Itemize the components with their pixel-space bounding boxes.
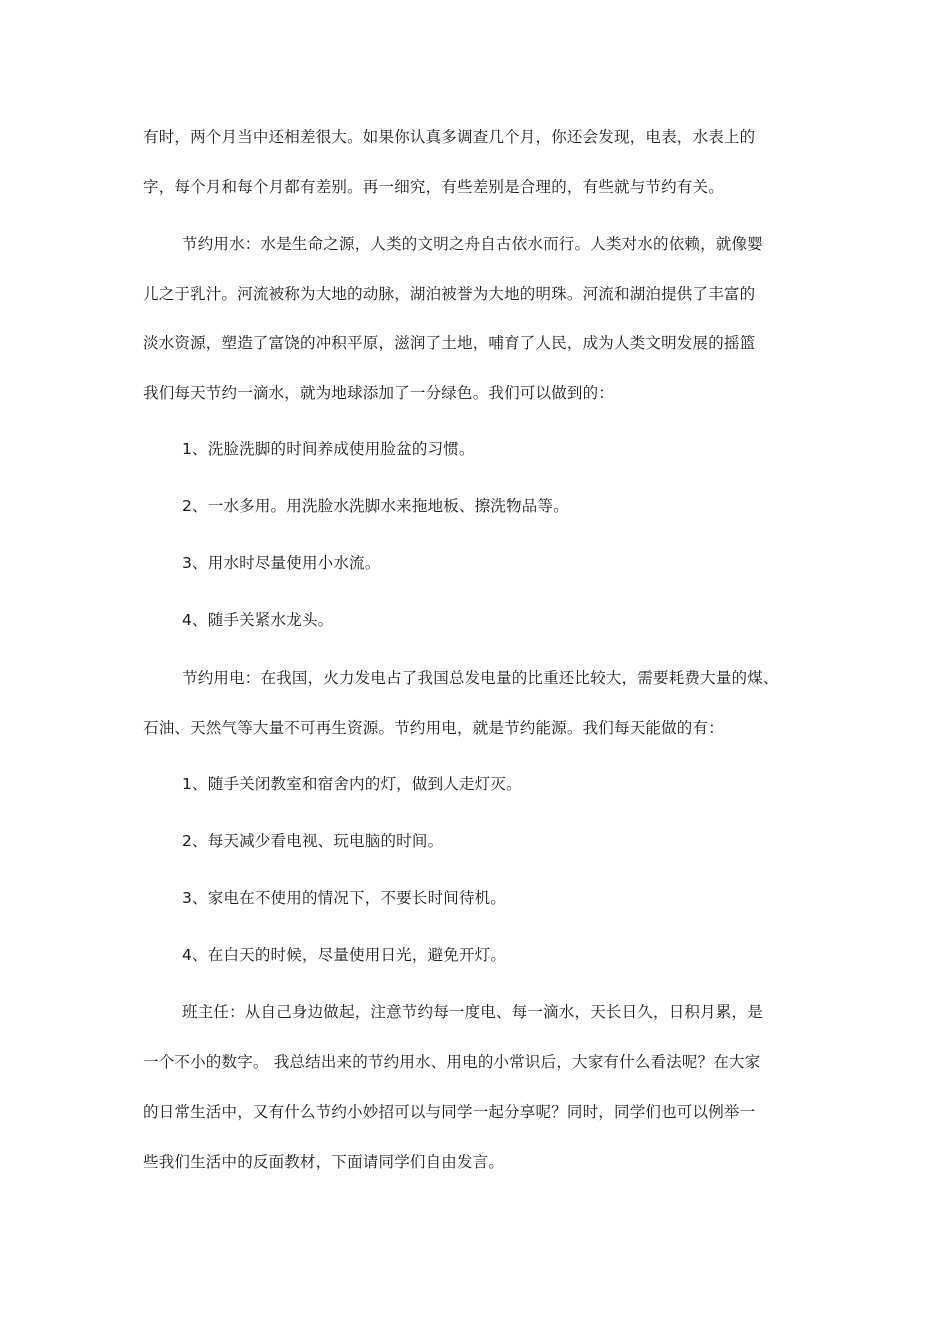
list-item: 2、一水多用。用洗脸水洗脚水来拖地板、擦洗物品等。	[182, 497, 569, 515]
text-line: 石油、天然气等大量不可再生资源。节约用电，就是节约能源。我们每天能做的有：	[143, 719, 724, 737]
text-line: 儿之于乳汁。河流被称为大地的动脉，湖泊被誉为大地的明珠。河流和湖泊提供了丰富的	[143, 285, 756, 303]
list-item: 4、在白天的时候，尽量使用日光，避免开灯。	[182, 946, 507, 964]
list-item: 2、每天减少看电视、玩电脑的时间。	[182, 832, 444, 850]
text-line: 有时，两个月当中还相差很大。如果你认真多调查几个月，你还会发现，电表，水表上的	[143, 128, 756, 146]
list-item: 1、洗脸洗脚的时间养成使用脸盆的习惯。	[182, 440, 475, 458]
text-line: 一个不小的数字。 我总结出来的节约用水、用电的小常识后，大家有什么看法呢？在大家	[143, 1053, 761, 1071]
text-line: 些我们生活中的反面教材，下面请同学们自由发言。	[143, 1153, 505, 1171]
paragraph-water-start: 节约用水：水是生命之源，人类的文明之舟自古依水而行。人类对水的依赖，就像婴	[182, 235, 763, 253]
list-item: 1、随手关闭教室和宿舍内的灯，做到人走灯灭。	[182, 775, 522, 793]
list-item: 3、家电在不使用的情况下，不要长时间待机。	[182, 889, 507, 907]
paragraph-teacher-start: 班主任：从自己身边做起，注意节约每一度电、每一滴水，天长日久，日积月累，是	[182, 1003, 763, 1021]
paragraph-electricity-start: 节约用电：在我国，火力发电占了我国总发电量的比重还比较大，需要耗费大量的煤、	[182, 669, 779, 687]
text-line: 淡水资源，塑造了富饶的冲积平原，滋润了土地，哺育了人民，成为人类文明发展的摇篮	[143, 334, 756, 352]
list-item: 3、用水时尽量使用小水流。	[182, 554, 381, 572]
list-item: 4、随手关紧水龙头。	[182, 611, 334, 629]
text-line: 的日常生活中，又有什么节约小妙招可以与同学一起分享呢？同时，同学们也可以例举一	[143, 1103, 756, 1121]
text-line: 我们每天节约一滴水，就为地球添加了一分绿色。我们可以做到的：	[143, 384, 615, 402]
text-line: 字，每个月和每个月都有差别。再一细究，有些差别是合理的，有些就与节约有关。	[143, 178, 724, 196]
